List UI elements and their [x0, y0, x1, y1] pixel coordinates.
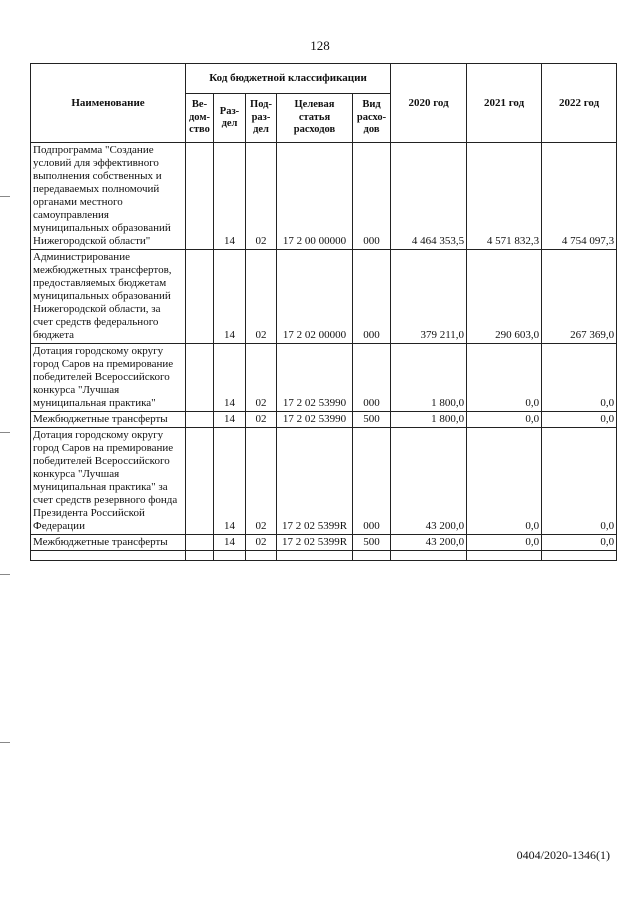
cell-y2022: 0,0 [542, 535, 617, 551]
header-2020: 2020 год [391, 64, 467, 143]
cell-podrazdel: 02 [246, 143, 277, 250]
cell-y2022: 0,0 [542, 344, 617, 412]
table-row [31, 143, 617, 250]
document-code: 0404/2020-1346(1) [516, 848, 610, 862]
cell-razdel: 14 [214, 250, 246, 344]
cell-podrazdel: 02 [246, 428, 277, 535]
header-vid: Вид расхо- дов [353, 94, 391, 143]
cell-vedomstvo [186, 344, 214, 412]
empty-cell [214, 551, 246, 561]
cell-vid: 000 [353, 344, 391, 412]
empty-row [31, 551, 617, 561]
cell-razdel: 14 [214, 344, 246, 412]
header-razdel: Раз- дел [214, 94, 246, 143]
cell-y2022: 267 369,0 [542, 250, 617, 344]
empty-cell [391, 551, 467, 561]
cell-vedomstvo [186, 428, 214, 535]
cell-name: Подпрограмма "Создание условий для эффективного выполнения собственных и передаваемых полномочий органами местного самоуправления муниципальных образований Нижегородской области" [31, 143, 186, 250]
cell-y2021: 290 603,0 [467, 250, 542, 344]
margin-mark [0, 574, 10, 575]
margin-mark [0, 432, 10, 433]
cell-vid: 000 [353, 250, 391, 344]
cell-tselevaya: 17 2 02 53990 [277, 412, 353, 428]
table-row [31, 344, 617, 412]
budget-table [30, 63, 617, 561]
cell-podrazdel: 02 [246, 535, 277, 551]
cell-name: Межбюджетные трансферты [31, 412, 186, 428]
cell-vedomstvo [186, 250, 214, 344]
header-2021: 2021 год [467, 64, 542, 143]
empty-cell [542, 551, 617, 561]
header-kbk-group: Код бюджетной классификации [186, 64, 391, 94]
cell-razdel: 14 [214, 428, 246, 535]
table-body [31, 143, 617, 561]
cell-y2021: 0,0 [467, 535, 542, 551]
cell-razdel: 14 [214, 535, 246, 551]
cell-podrazdel: 02 [246, 250, 277, 344]
empty-cell [186, 551, 214, 561]
cell-vedomstvo [186, 143, 214, 250]
header-2022: 2022 год [542, 64, 617, 143]
cell-vid: 500 [353, 535, 391, 551]
cell-y2020: 379 211,0 [391, 250, 467, 344]
cell-tselevaya: 17 2 02 53990 [277, 344, 353, 412]
cell-vid: 000 [353, 428, 391, 535]
empty-cell [246, 551, 277, 561]
header-name: Наименование [31, 64, 186, 143]
cell-vedomstvo [186, 412, 214, 428]
cell-y2020: 43 200,0 [391, 535, 467, 551]
cell-podrazdel: 02 [246, 412, 277, 428]
cell-y2021: 4 571 832,3 [467, 143, 542, 250]
cell-y2020: 1 800,0 [391, 344, 467, 412]
cell-y2022: 0,0 [542, 428, 617, 535]
cell-razdel: 14 [214, 143, 246, 250]
cell-razdel: 14 [214, 412, 246, 428]
cell-y2022: 4 754 097,3 [542, 143, 617, 250]
empty-cell [467, 551, 542, 561]
cell-name: Администрирование межбюджетных трансфертов, предоставляемых бюджетам муниципальных образований Нижегородской области, за счет средств федерального бюджета [31, 250, 186, 344]
cell-tselevaya: 17 2 00 00000 [277, 143, 353, 250]
empty-cell [31, 551, 186, 561]
header-tselevaya: Целевая статья расходов [277, 94, 353, 143]
cell-y2021: 0,0 [467, 412, 542, 428]
margin-mark [0, 742, 10, 743]
table-row [31, 535, 617, 551]
cell-y2020: 4 464 353,5 [391, 143, 467, 250]
cell-y2021: 0,0 [467, 344, 542, 412]
margin-mark [0, 196, 10, 197]
header-vedomstvo: Ве- дом- ство [186, 94, 214, 143]
cell-tselevaya: 17 2 02 5399R [277, 535, 353, 551]
header-podrazdel: Под- раз- дел [246, 94, 277, 143]
cell-vid: 500 [353, 412, 391, 428]
cell-y2021: 0,0 [467, 428, 542, 535]
empty-cell [277, 551, 353, 561]
cell-vid: 000 [353, 143, 391, 250]
cell-name: Дотация городскому округу город Саров на премирование победителей Всероссийского конкурса "Лучшая муниципальная практика" [31, 344, 186, 412]
cell-tselevaya: 17 2 02 5399R [277, 428, 353, 535]
table-row [31, 250, 617, 344]
cell-podrazdel: 02 [246, 344, 277, 412]
empty-cell [353, 551, 391, 561]
cell-name: Межбюджетные трансферты [31, 535, 186, 551]
page-number: 128 [310, 38, 330, 53]
cell-name: Дотация городскому округу город Саров на премирование победителей Всероссийского конкурса "Лучшая муниципальная практика" за счет средств резервного фонда Президента Российской Федерации [31, 428, 186, 535]
table-row [31, 428, 617, 535]
cell-y2020: 43 200,0 [391, 428, 467, 535]
cell-y2020: 1 800,0 [391, 412, 467, 428]
cell-vedomstvo [186, 535, 214, 551]
table-row [31, 412, 617, 428]
cell-tselevaya: 17 2 02 00000 [277, 250, 353, 344]
cell-y2022: 0,0 [542, 412, 617, 428]
